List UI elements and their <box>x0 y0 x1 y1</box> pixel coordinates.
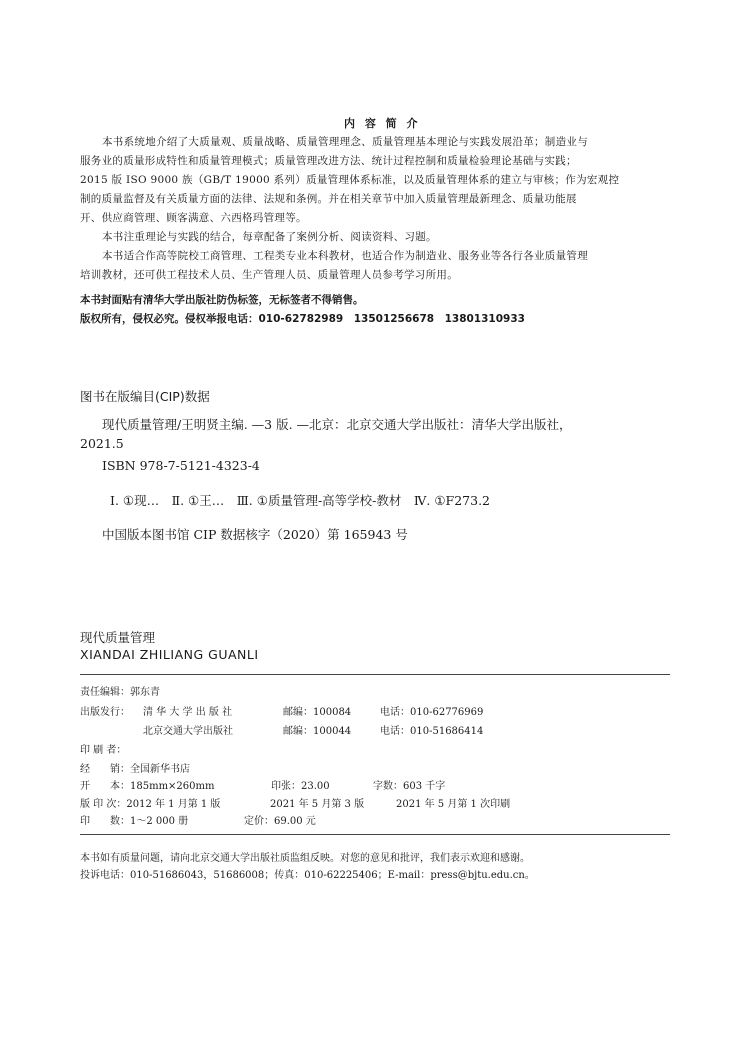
complaint-contacts: 投诉电话：010-51686043，51686008；传真：010-62225406；E-mail：press@bjtu.edu.cn。 <box>80 870 535 881</box>
publisher-name: 清 华 大 学 出 版 社 <box>143 707 233 718</box>
cip-verify: 中国版本图书馆 CIP 数据核字（2020）第 165943 号 <box>102 527 408 542</box>
cip-heading: 图书在版编目(CIP)数据 <box>80 389 210 404</box>
anti-counterfeit-notice: 本书封面贴有清华大学出版社防伪标签，无标签者不得销售。 <box>80 294 364 306</box>
summary-line: 本书系统地介绍了大质量观、质量战略、质量管理理念、质量管理基本理论与实践发展沿革；制造业与 <box>102 136 588 148</box>
book-title: 现代质量管理 <box>80 630 156 645</box>
edition-first: 版 印 次：2012 年 1 月第 1 版 <box>80 799 221 810</box>
publisher-tel: 电话：010-51686414 <box>380 726 484 737</box>
summary-line: 开、供应商管理、顾客满意、六西格玛管理等。 <box>80 212 307 224</box>
editor: 责任编辑：郭东青 <box>80 687 160 698</box>
summary-line: 2015 版 ISO 9000 族（GB/T 19000 系列）质量管理体系标准，以及质量管理体系的建立与审核；作为宏观控 <box>80 174 620 186</box>
summary-line: 本书注重理论与实践的结合，每章配备了案例分析、阅读资料、习题。 <box>102 231 437 243</box>
divider <box>80 834 670 835</box>
summary-line: 培训教材，还可供工程技术人员、生产管理人员、质量管理人员参考学习所用。 <box>80 269 458 281</box>
publisher-name: 北京交通大学出版社 <box>143 726 233 737</box>
publisher-zip: 邮编：100084 <box>283 707 352 718</box>
distributor: 经 销：全国新华书店 <box>80 764 190 775</box>
publisher-tel: 电话：010-62776969 <box>380 707 484 718</box>
price: 定价：69.00 元 <box>244 816 316 827</box>
cip-classification: Ⅰ. ①现… Ⅱ. ①王… Ⅲ. ①质量管理-高等学校-教材 Ⅳ. ①F273.2 <box>110 493 490 508</box>
quality-notice: 本书如有质量问题，请向北京交通大学出版社质监组反映。对您的意见和批评，我们表示欢迎和感谢。 <box>80 853 530 864</box>
edition-third: 2021 年 5 月第 3 版 <box>270 799 365 810</box>
publisher-zip: 邮编：100044 <box>283 726 352 737</box>
summary-line: 本书适合作高等院校工商管理、工程类专业本科教材，也适合作为制造业、服务业等各行各业质量管理 <box>102 250 588 262</box>
printer: 印 刷 者： <box>80 745 127 756</box>
print-sheets: 印张：23.00 <box>271 781 330 792</box>
cip-line: 现代质量管理/王明贤主编. —3 版. —北京：北京交通大学出版社：清华大学出版社， <box>102 417 572 432</box>
book-pinyin: XIANDAI ZHILIANG GUANLI <box>80 647 259 662</box>
book-format: 开 本：185mm×260mm <box>80 781 215 792</box>
cip-year: 2021.5 <box>80 436 124 451</box>
summary-line: 制的质量监督及有关质量方面的法律、法规和条例。并在相关章节中加入质量管理最新理念、质量功能展 <box>80 193 577 205</box>
summary-line: 服务业的质量形成特性和质量管理模式；质量管理改进方法、统计过程控制和质量检验理论基础与实践； <box>80 155 577 167</box>
print-run: 2021 年 5 月第 1 次印刷 <box>396 799 511 810</box>
divider <box>80 674 670 675</box>
print-copies: 印 数：1～2 000 册 <box>80 816 189 827</box>
summary-title: 内 容 简 介 <box>344 117 421 130</box>
publisher-label: 出版发行： <box>80 707 130 718</box>
cip-isbn: ISBN 978-7-5121-4323-4 <box>102 458 260 473</box>
word-count: 字数：603 千字 <box>373 781 446 792</box>
copyright-line: 版权所有，侵权必究。侵权举报电话：010-62782989 13501256678 13801310933 <box>80 313 525 325</box>
